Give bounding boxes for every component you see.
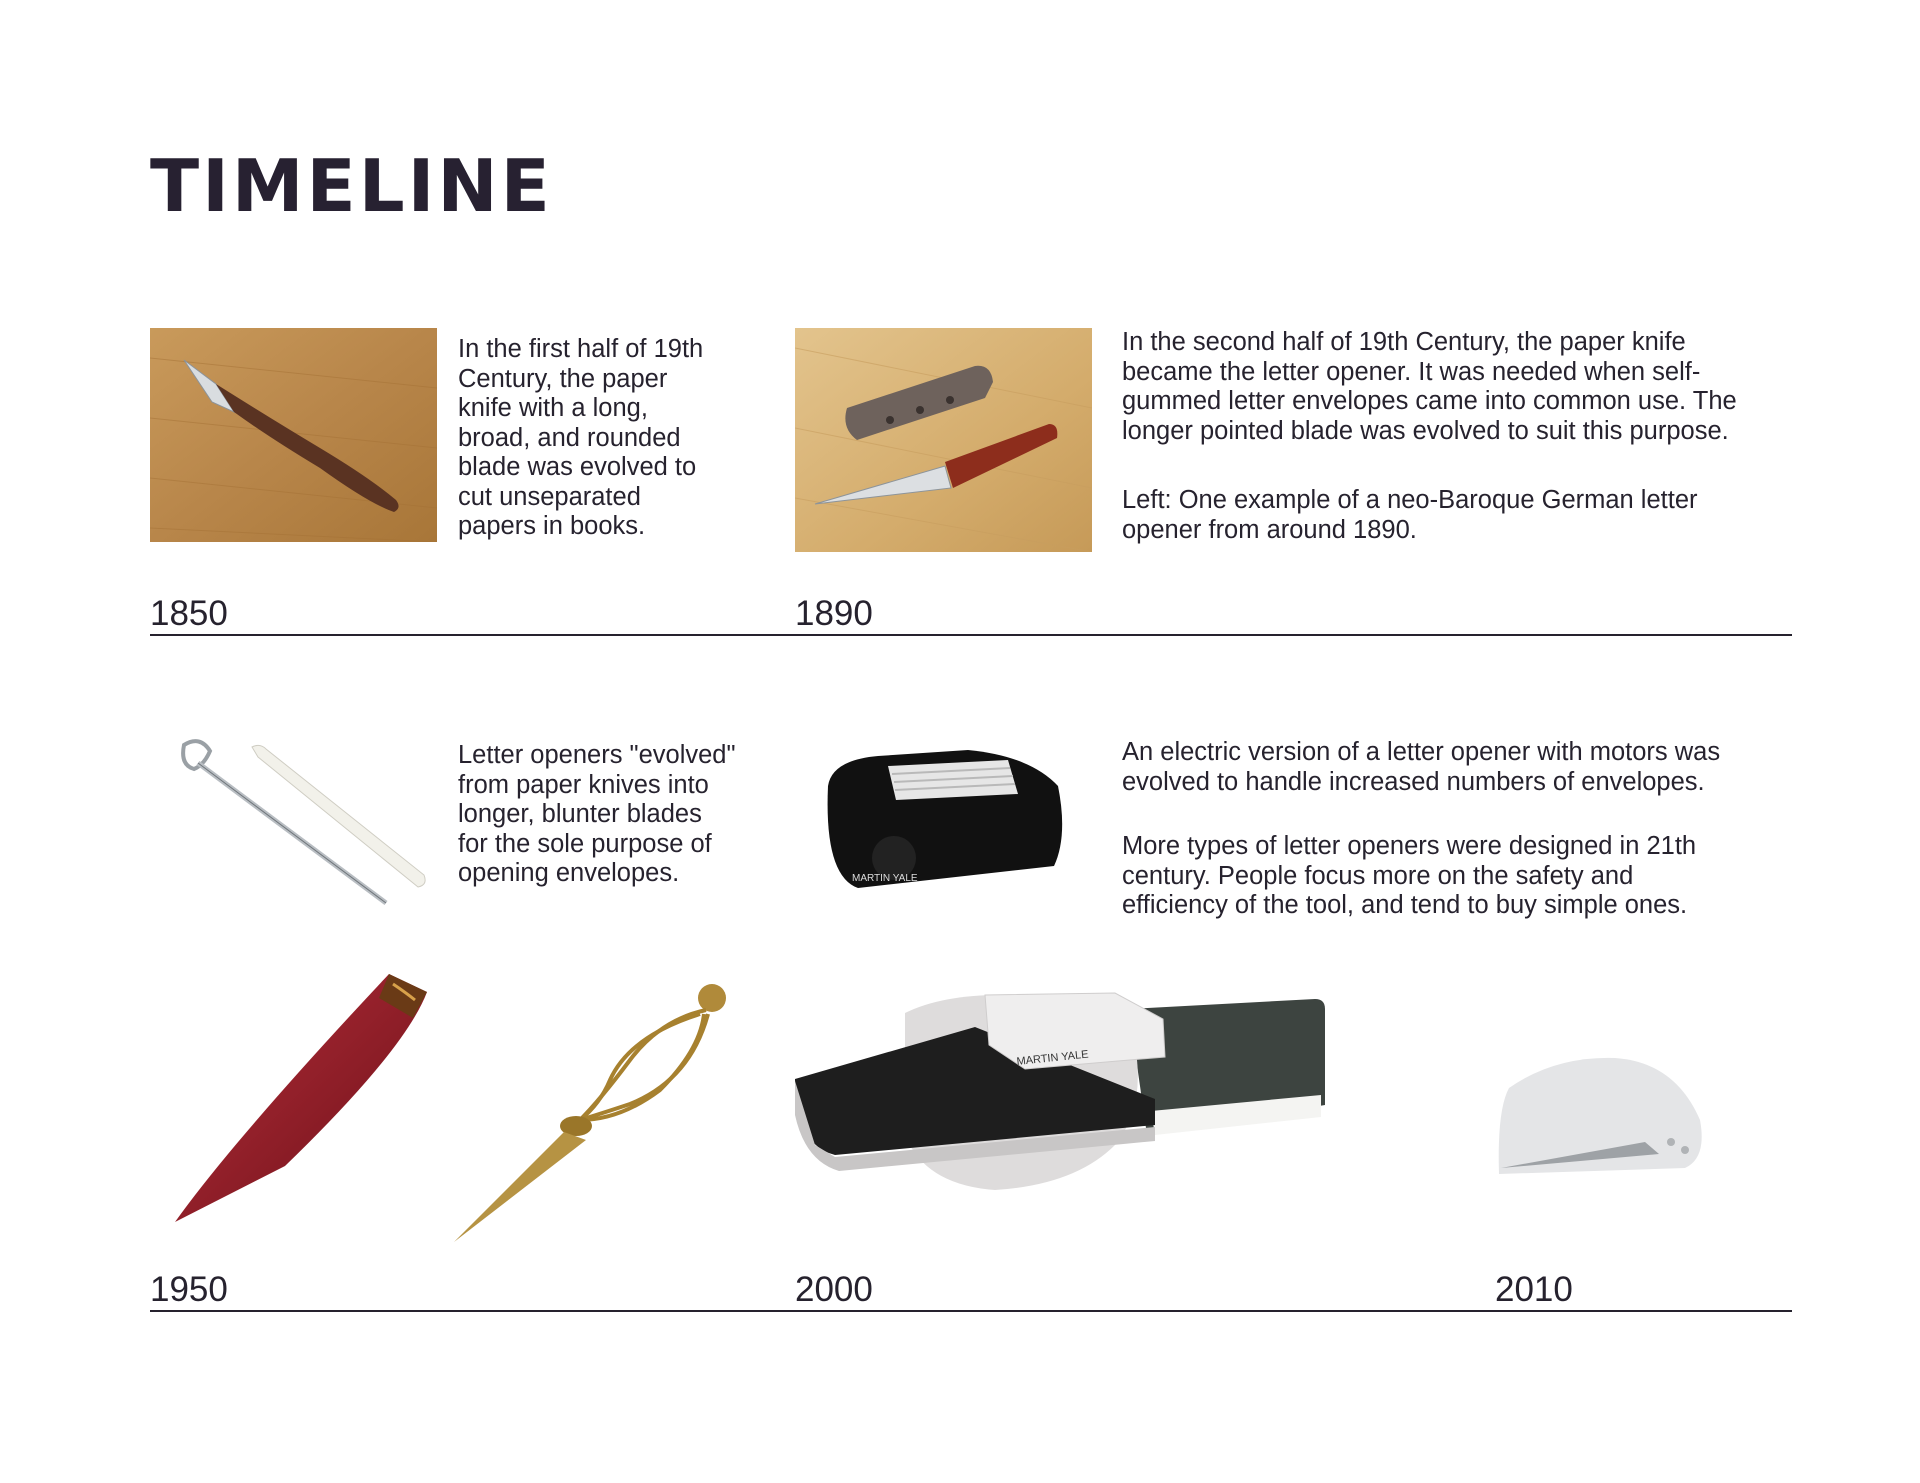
year-label-2010: 2010 (1495, 1270, 1573, 1309)
red-letter-opener-photo (165, 970, 435, 1226)
entry-1890-text-1: In the second half of 19th Century, the paper knife became the letter opener. It was needed when self- gummed letter envelopes came into common use. The longer pointed blade was evolved to suit this purpose. (1122, 328, 1737, 445)
sabre-letter-opener-photo (160, 735, 440, 950)
brand-label-small: MARTIN YALE (852, 873, 918, 884)
brass-letter-opener-photo (450, 980, 740, 1250)
entry-2000-text-1: An electric version of a letter opener with motors was evolved to handle increased numbers of envelopes. (1122, 738, 1721, 796)
year-label-1950: 1950 (150, 1270, 228, 1309)
wooden-handle-paper-knife-photo (150, 328, 437, 542)
entry-2000-text-2: More types of letter openers were designed in 21th century. People focus more on the safety and efficiency of the tool, and tend to buy simple ones. (1122, 832, 1697, 919)
knife-with-sheath-photo (795, 328, 1092, 552)
small-electric-opener-photo (818, 746, 1068, 896)
year-label-2000: 2000 (795, 1270, 873, 1309)
plastic-safety-opener-photo (1495, 1050, 1715, 1180)
page-title: TIMELINE (150, 144, 553, 228)
year-label-1890: 1890 (795, 594, 873, 633)
timeline-divider-2 (150, 1310, 1792, 1312)
large-electric-opener-photo (795, 985, 1335, 1195)
entry-1850-text: In the first half of 19th Century, the paper knife with a long, broad, and rounded blade was evolved to cut unseparated papers in books. (458, 335, 704, 540)
timeline-divider-1 (150, 634, 1792, 636)
brand-label-large: MARTIN YALE (1016, 1048, 1090, 1068)
entry-1890-text-2: Left: One example of a neo-Baroque German letter opener from around 1890. (1122, 486, 1698, 544)
entry-1950-text: Letter openers "evolved" from paper knives into longer, blunter blades for the sole purpose of opening envelopes. (458, 741, 736, 887)
year-label-1850: 1850 (150, 594, 228, 633)
